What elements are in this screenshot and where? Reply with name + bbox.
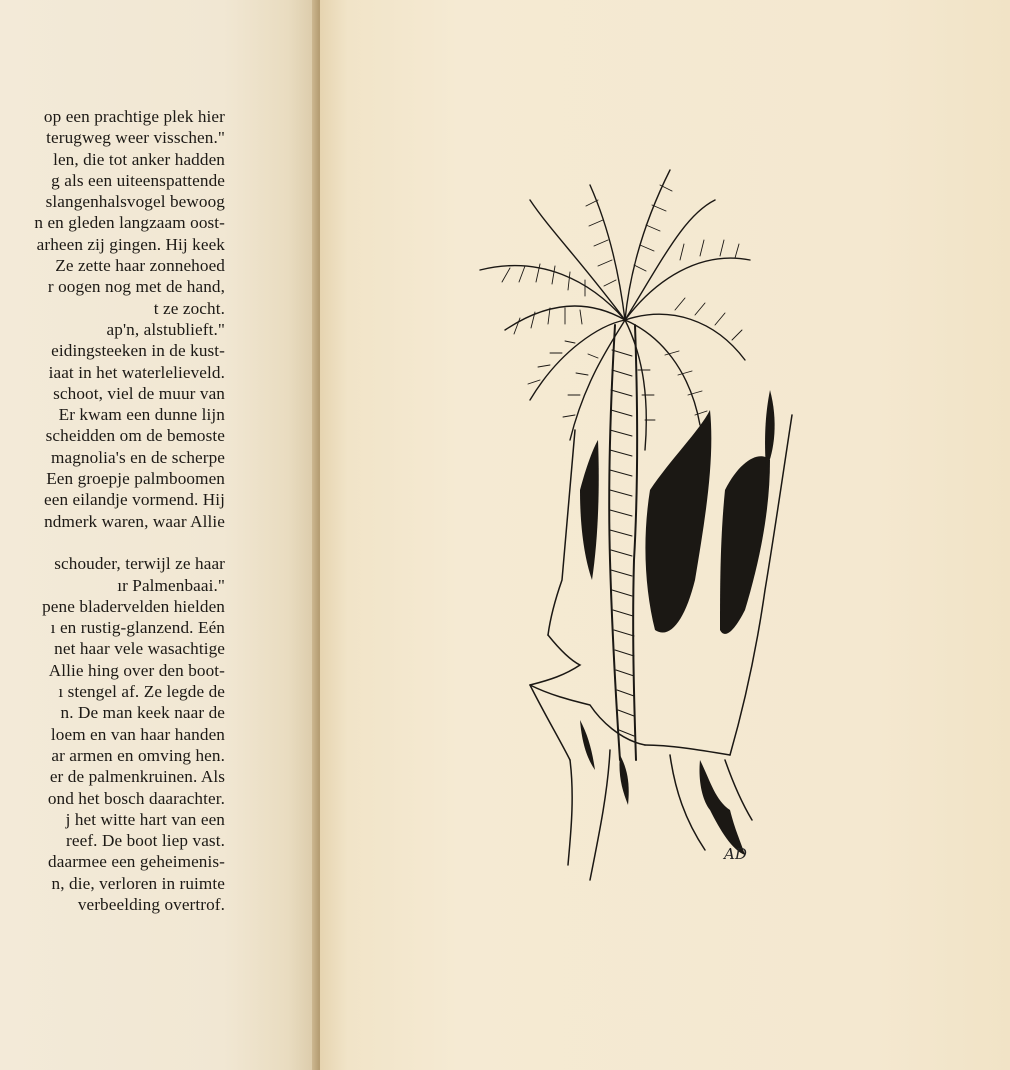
text-line: Ze zette haar zonnehoed (55, 256, 225, 276)
text-line: ar armen en omving hen. (51, 745, 225, 765)
text-line: een eilandje vormend. Hij (44, 490, 225, 510)
text-line: t ze zocht. (153, 298, 225, 318)
text-line: net haar vele wasachtige (54, 639, 225, 659)
text-line: arheen zij gingen. Hij keek (36, 234, 225, 254)
text-line: ond het bosch daarachter. (47, 788, 225, 808)
text-line: ı en rustig-glanzend. Eén (50, 618, 225, 638)
text-line: loem en van haar handen (50, 724, 225, 744)
text-line: pene bladervelden hielden (42, 596, 225, 616)
text-line: Een groepje palmboomen (46, 469, 225, 489)
text-line: iaat in het waterlelieveld. (48, 362, 225, 382)
text-line: n, die, verloren in ruimte (51, 873, 225, 893)
text-line: Allie hing over den boot- (48, 660, 225, 680)
text-line: g als een uiteenspattende (51, 170, 225, 190)
text-line: schouder, terwijl ze haar (54, 554, 225, 574)
palm-fronds (480, 170, 750, 450)
text-line: op een prachtige plek hier (43, 107, 225, 126)
text-line: reef. De boot liep vast. (66, 831, 225, 851)
text-line: Er kwam een dunne lijn (58, 405, 225, 425)
text-line: magnolia's en de scherpe (51, 447, 225, 467)
text-line: er de palmenkruinen. Als (49, 767, 225, 787)
left-page (0, 0, 320, 1070)
text-line: r oogen nog met de hand, (47, 277, 225, 297)
text-line: j het witte hart van een (65, 809, 225, 829)
text-line: n. De man keek naar de (60, 703, 225, 723)
text-line: ndmerk waren, waar Allie (44, 511, 225, 531)
text-line: ır Palmenbaai." (117, 575, 225, 595)
body-text (0, 106, 225, 915)
text-line: terugweg weer visschen." (46, 128, 225, 148)
text-line: scheidden om de bemoste (45, 426, 225, 446)
trunk-texture (610, 350, 634, 736)
text-line: ap'n, alstublieft." (106, 319, 225, 339)
text-line (0, 532, 225, 553)
text-line: slangenhalsvogel bewoog (45, 192, 225, 212)
text-line: daarmee een geheimenis- (48, 852, 225, 872)
palm-tree-illustration (470, 160, 800, 885)
text-line: verbeelding overtrof. (77, 894, 225, 914)
text-line: eidingsteeken in de kust- (51, 341, 225, 361)
artist-monogram: AD (724, 845, 747, 863)
text-line: schoot, viel de muur van (53, 383, 225, 403)
text-line: len, die tot anker hadden (53, 149, 225, 169)
text-line: ı stengel af. Ze legde de (58, 682, 225, 702)
text-line: n en gleden langzaam oost- (34, 213, 225, 233)
